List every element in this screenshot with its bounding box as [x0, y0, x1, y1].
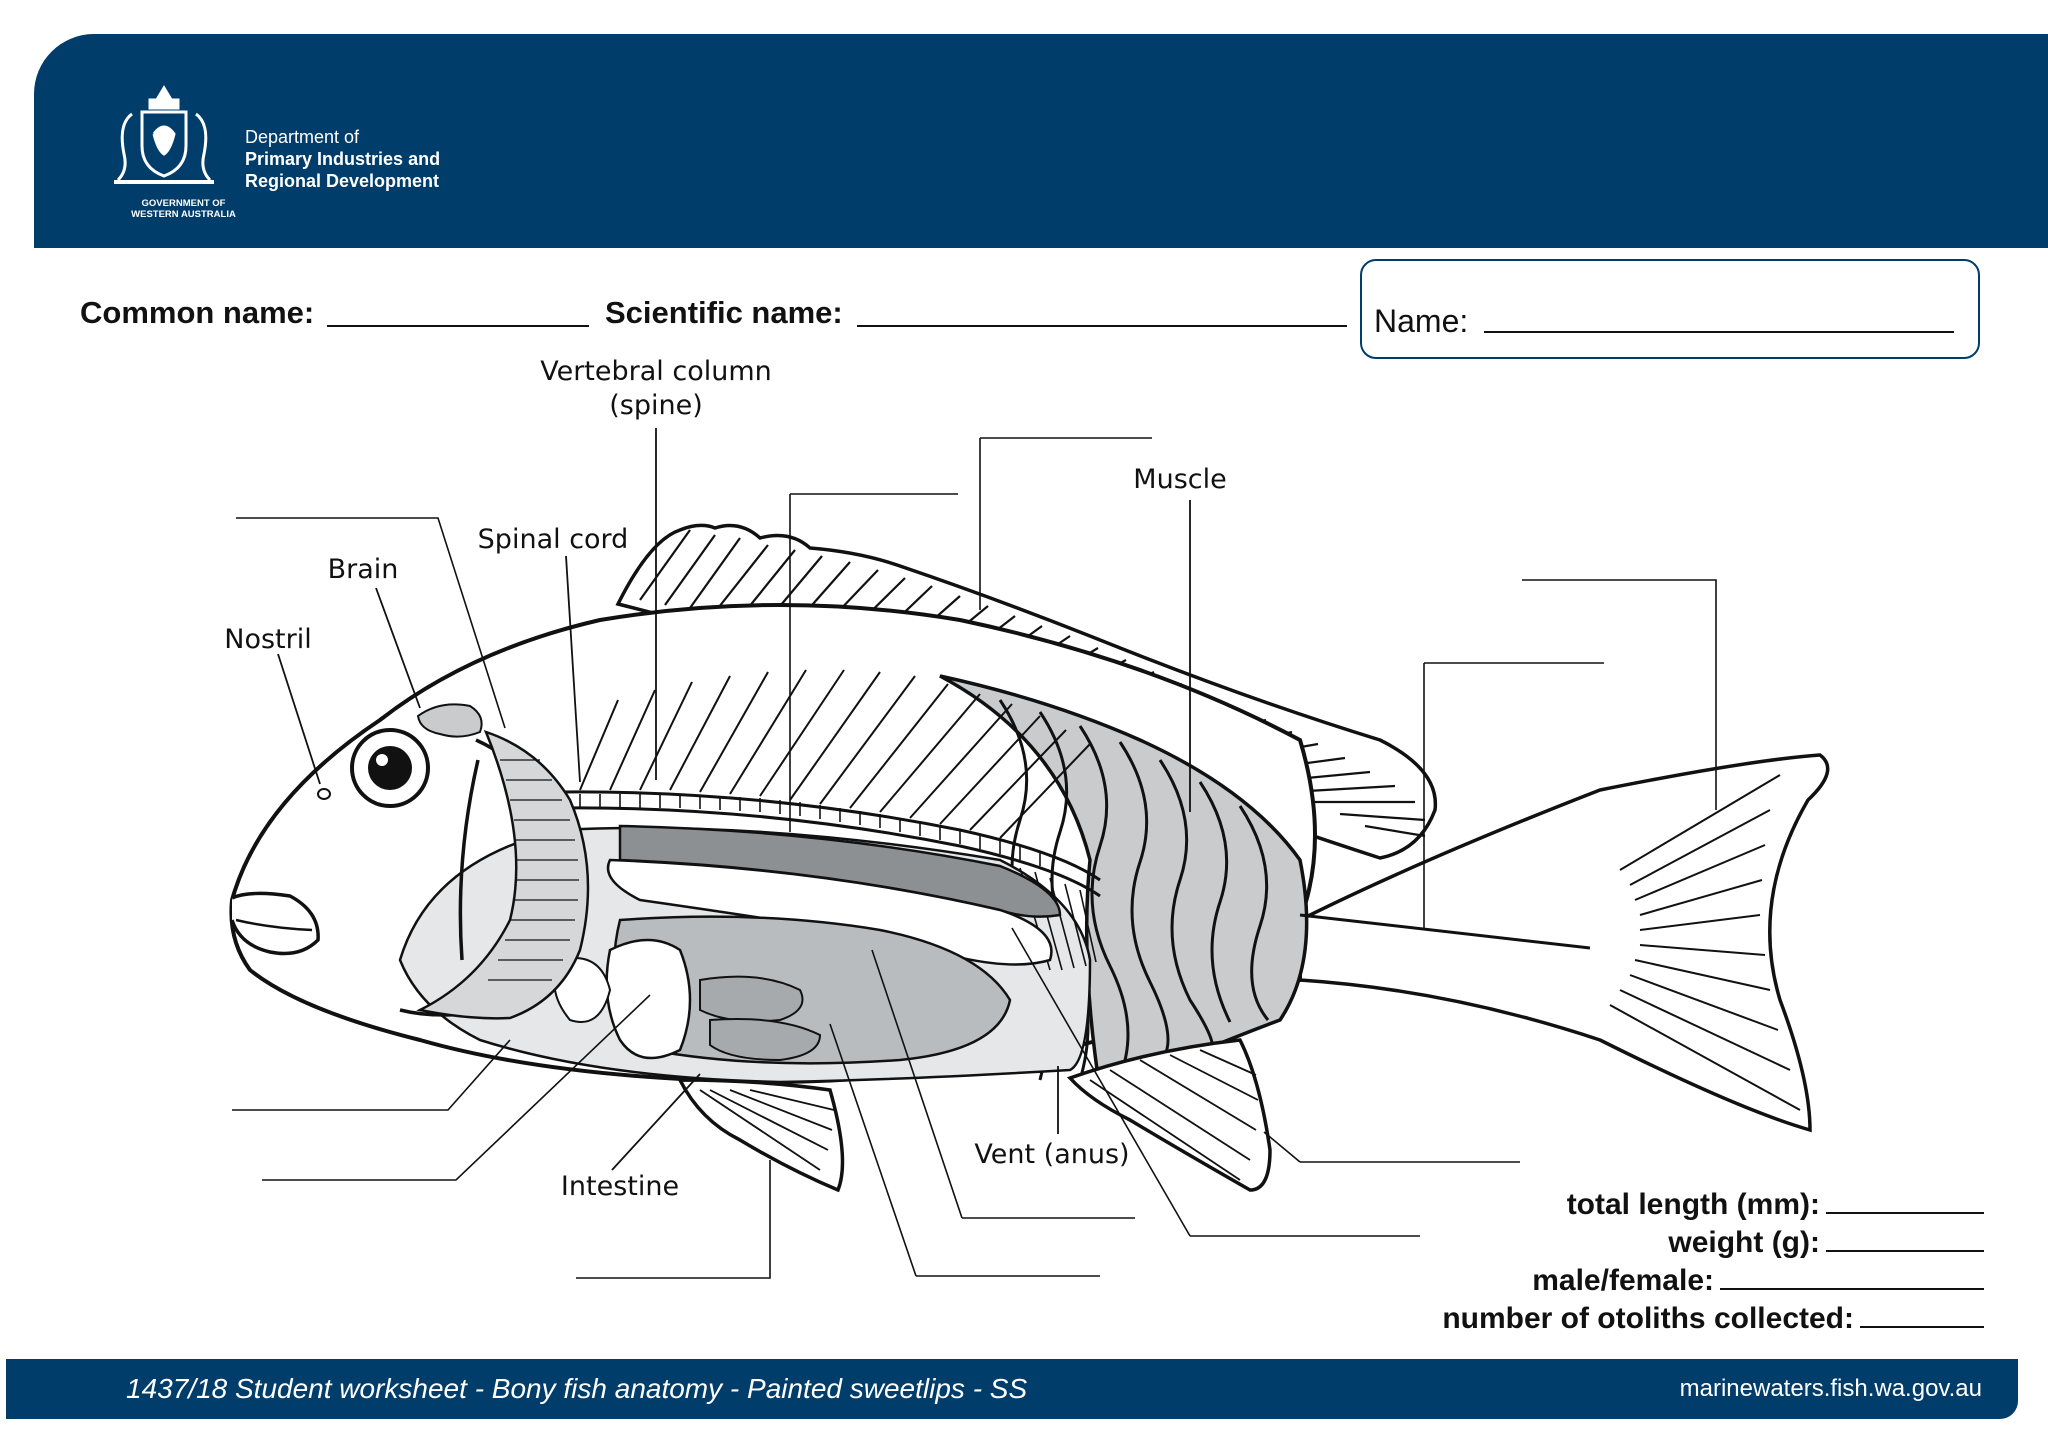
specimen-stats [1442, 1186, 1984, 1338]
footer-bar [6, 1359, 2018, 1419]
label-vertebral-column: Vertebral column [540, 356, 772, 387]
total-length-row [1442, 1186, 1984, 1224]
pelvic-fin [680, 1080, 843, 1190]
label-brain: Brain [327, 554, 399, 585]
label-vent: Vent (anus) [974, 1139, 1130, 1170]
weight-label: weight (g): [1668, 1226, 1820, 1259]
worksheet-title: 1437/18 Student worksheet - Bony fish anatomy - Painted sweetlips - SS [126, 1373, 1028, 1404]
website-url: marinewaters.fish.wa.gov.au [1679, 1375, 1982, 1402]
dept-line-1: Department of [245, 127, 360, 147]
weight-field[interactable] [1826, 1224, 1984, 1252]
common-name-label: Common name: [80, 295, 315, 330]
nostril [318, 789, 330, 799]
total-length-label: total length (mm): [1566, 1188, 1820, 1221]
pupil [368, 746, 412, 790]
label-nostril: Nostril [224, 624, 312, 655]
label-intestine: Intestine [560, 1171, 680, 1202]
gov-line-2: WESTERN AUSTRALIA [131, 209, 236, 220]
label-vertebral-column-2: (spine) [609, 390, 703, 421]
otoliths-field[interactable] [1860, 1300, 1984, 1328]
dept-line-3: Regional Development [245, 171, 440, 191]
otoliths-label: number of otoliths collected: [1442, 1302, 1854, 1335]
otoliths-row [1442, 1300, 1984, 1338]
dept-line-2: Primary Industries and [245, 149, 441, 169]
label-spinal-cord: Spinal cord [477, 524, 629, 555]
label-muscle: Muscle [1133, 464, 1227, 495]
weight-row [1442, 1224, 1984, 1262]
name-label: Name: [1374, 303, 1469, 339]
gov-line-1: GOVERNMENT OF [141, 198, 226, 209]
sex-field[interactable] [1720, 1262, 1984, 1290]
total-length-field[interactable] [1826, 1186, 1984, 1214]
sex-row [1442, 1262, 1984, 1300]
sex-label: male/female: [1532, 1264, 1714, 1297]
heart [607, 940, 690, 1058]
scientific-name-label: Scientific name: [605, 295, 843, 330]
